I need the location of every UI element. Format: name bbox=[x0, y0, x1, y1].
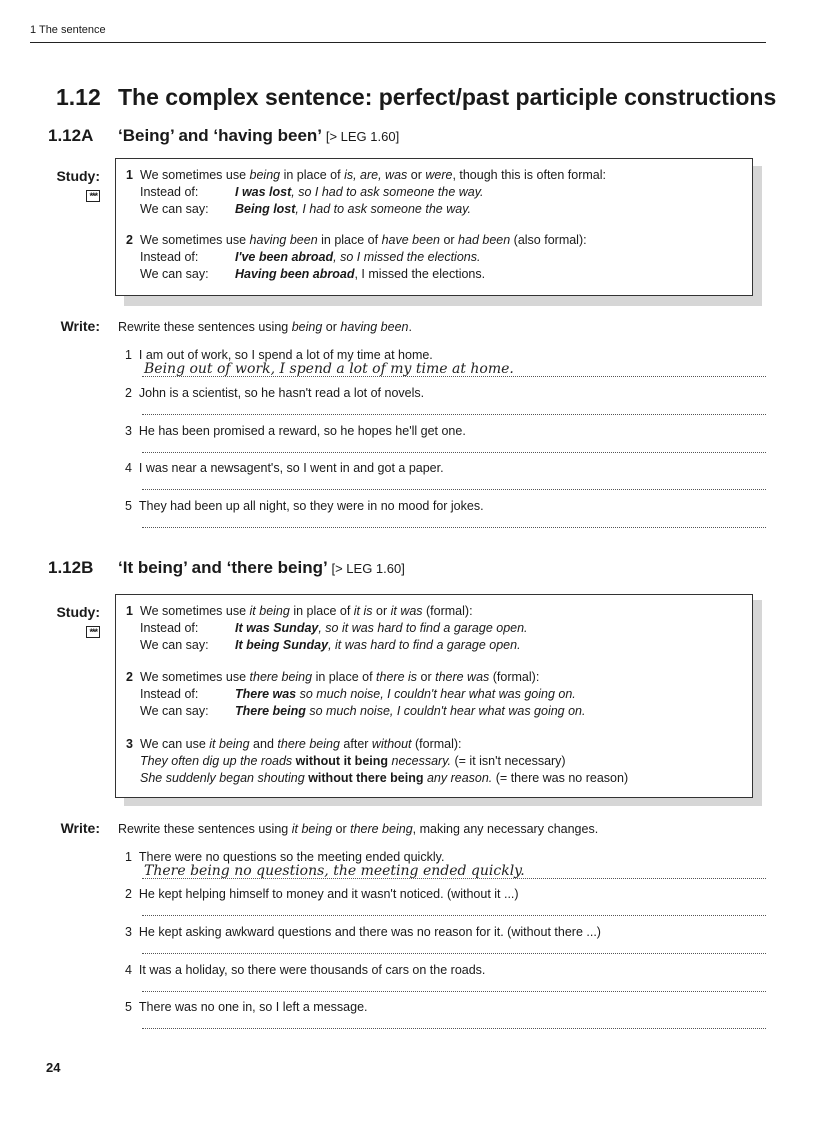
instruction-b bbox=[118, 822, 598, 836]
rule-point-b1 bbox=[126, 603, 744, 654]
text: there being bbox=[277, 737, 340, 751]
text: , though this is often formal: bbox=[452, 168, 606, 182]
text: it being bbox=[249, 604, 290, 618]
rule-point-b3 bbox=[126, 736, 744, 787]
text: or bbox=[417, 670, 436, 684]
example-bold: I was lost bbox=[235, 185, 292, 199]
subsection-b-heading bbox=[48, 558, 405, 578]
example-gloss: (= there was no reason) bbox=[492, 771, 629, 785]
rule-point-a2 bbox=[126, 232, 744, 283]
subsection-a-title: ‘Being’ and ‘having been’ bbox=[118, 126, 322, 145]
text: it being bbox=[209, 737, 250, 751]
item-number: 2 bbox=[125, 887, 132, 901]
handwritten-answer: There being no questions, the meeting ended quickly. bbox=[144, 863, 525, 879]
text: being bbox=[249, 168, 281, 182]
example-bold: It was Sunday bbox=[235, 621, 319, 635]
item-number: 4 bbox=[125, 461, 132, 475]
item-text: It was a holiday, so there were thousands of cars on the roads. bbox=[138, 963, 486, 977]
text: Rewrite these sentences using bbox=[118, 822, 292, 836]
example-text: She suddenly began shouting bbox=[140, 771, 309, 785]
answer-line[interactable] bbox=[142, 438, 766, 453]
example-rest: , so it was hard to find a garage open. bbox=[318, 621, 528, 635]
example-bold: I've been abroad bbox=[235, 250, 334, 264]
text: there is bbox=[376, 670, 418, 684]
item-text: There was no one in, so I left a message. bbox=[138, 1000, 368, 1014]
rule-point-a1 bbox=[126, 167, 744, 218]
rule-point-b2 bbox=[126, 669, 744, 720]
box-a-shadow-bottom bbox=[124, 296, 762, 306]
wecan-label: We can say: bbox=[140, 202, 209, 216]
text: We sometimes use bbox=[140, 670, 250, 684]
page-number: 24 bbox=[46, 1060, 61, 1075]
text: (formal): bbox=[411, 737, 462, 751]
text: or bbox=[372, 604, 391, 618]
exercise-b-item-2 bbox=[125, 887, 765, 901]
item-text: He kept helping himself to money and it wasn't noticed. (without it ...) bbox=[138, 887, 519, 901]
example-bold: without there being bbox=[308, 771, 424, 785]
text: having been bbox=[249, 233, 318, 247]
item-text: They had been up all night, so they were in no mood for jokes. bbox=[138, 499, 484, 513]
item-text: I was near a newsagent's, so I went in and got a paper. bbox=[138, 461, 444, 475]
exercise-a-item-5 bbox=[125, 499, 765, 513]
item-text: He has been promised a reward, so he hopes he'll get one. bbox=[138, 424, 466, 438]
wecan-label: We can say: bbox=[140, 267, 209, 281]
text: (formal): bbox=[422, 604, 473, 618]
exercise-b-item-3 bbox=[125, 925, 765, 939]
study-label-a bbox=[44, 168, 100, 202]
point-number: 3 bbox=[126, 737, 133, 751]
stars-badge-b: *** bbox=[86, 626, 100, 638]
item-text: There were no questions so the meeting ended quickly. bbox=[138, 850, 445, 864]
text: and bbox=[249, 737, 278, 751]
answer-line[interactable] bbox=[142, 400, 766, 415]
handwritten-answer: Being out of work, I spend a lot of my time at home. bbox=[144, 361, 514, 377]
example-rest: , it was hard to find a garage open. bbox=[328, 638, 521, 652]
study-label-b bbox=[44, 604, 100, 638]
text: were bbox=[425, 168, 453, 182]
text: in place of bbox=[289, 604, 354, 618]
text: or bbox=[332, 822, 351, 836]
exercise-b-item-5 bbox=[125, 1000, 765, 1014]
box-a-shadow-right bbox=[752, 166, 762, 306]
exercise-b-item-4 bbox=[125, 963, 765, 977]
example-rest: , so I missed the elections. bbox=[333, 250, 481, 264]
example-bold: There was bbox=[235, 687, 297, 701]
subsection-a-number: 1.12A bbox=[48, 126, 94, 145]
instruction-a bbox=[118, 320, 412, 334]
text: . bbox=[408, 320, 412, 334]
subsection-b-number: 1.12B bbox=[48, 558, 94, 577]
text: Rewrite these sentences using bbox=[118, 320, 292, 334]
example-rest: , so I had to ask someone the way. bbox=[291, 185, 484, 199]
text: We sometimes use bbox=[140, 604, 250, 618]
item-number: 5 bbox=[125, 1000, 132, 1014]
answer-line[interactable] bbox=[142, 513, 766, 528]
example-bold: It being Sunday bbox=[235, 638, 329, 652]
study-box-b bbox=[115, 594, 753, 798]
text: without bbox=[371, 737, 412, 751]
wecan-label: We can say: bbox=[140, 638, 209, 652]
example-bold: Having been abroad bbox=[235, 267, 355, 281]
text: (formal): bbox=[489, 670, 540, 684]
item-number: 3 bbox=[125, 424, 132, 438]
instead-label: Instead of: bbox=[140, 185, 199, 199]
item-number: 3 bbox=[125, 925, 132, 939]
text: there was bbox=[435, 670, 490, 684]
instead-label: Instead of: bbox=[140, 250, 199, 264]
text: , making any necessary changes. bbox=[412, 822, 599, 836]
instead-label: Instead of: bbox=[140, 687, 199, 701]
write-label-b: Write: bbox=[60, 820, 100, 836]
text: We sometimes use bbox=[140, 233, 250, 247]
text: in place of bbox=[312, 670, 377, 684]
example-text: necessary. bbox=[388, 754, 452, 768]
example-rest: so much noise, I couldn't hear what was going on. bbox=[305, 704, 586, 718]
example-text: any reason. bbox=[423, 771, 493, 785]
text: it was bbox=[390, 604, 423, 618]
example-rest: so much noise, I couldn't hear what was going on. bbox=[296, 687, 576, 701]
example-bold: There being bbox=[235, 704, 306, 718]
text: or bbox=[407, 168, 426, 182]
item-number: 4 bbox=[125, 963, 132, 977]
subsection-b-title: ‘It being’ and ‘there being’ bbox=[118, 558, 327, 577]
stars-badge-a: *** bbox=[86, 190, 100, 202]
study-box-a bbox=[115, 158, 753, 296]
example-rest: , I had to ask someone the way. bbox=[295, 202, 471, 216]
item-text: He kept asking awkward questions and there was no reason for it. (without there ...) bbox=[138, 925, 601, 939]
text: is, are, was bbox=[344, 168, 408, 182]
section-title-text: The complex sentence: perfect/past participle constructions bbox=[118, 84, 777, 110]
instead-label: Instead of: bbox=[140, 621, 199, 635]
study-label-b-text: Study: bbox=[56, 604, 100, 620]
answer-line[interactable] bbox=[142, 939, 766, 954]
text: being bbox=[291, 320, 323, 334]
exercise-a-item-1 bbox=[125, 348, 765, 362]
text: having been bbox=[340, 320, 409, 334]
wecan-label: We can say: bbox=[140, 704, 209, 718]
exercise-a-item-2 bbox=[125, 386, 765, 400]
text: in place of bbox=[317, 233, 382, 247]
subsection-b-ref: [> LEG 1.60] bbox=[331, 561, 405, 576]
text: it being bbox=[291, 822, 333, 836]
answer-line[interactable] bbox=[142, 1014, 766, 1029]
item-text: I am out of work, so I spend a lot of my time at home. bbox=[138, 348, 433, 362]
text: it is bbox=[353, 604, 373, 618]
item-text: John is a scientist, so he hasn't read a lot of novels. bbox=[138, 386, 425, 400]
text: We can use bbox=[140, 737, 210, 751]
text: (also formal): bbox=[510, 233, 587, 247]
text: or bbox=[439, 233, 459, 247]
study-label-a-text: Study: bbox=[56, 168, 100, 184]
box-b-shadow-right bbox=[752, 600, 762, 806]
exercise-b-item-1 bbox=[125, 850, 765, 864]
subsection-a-heading bbox=[48, 126, 399, 146]
item-number: 2 bbox=[125, 386, 132, 400]
write-label-a: Write: bbox=[60, 318, 100, 334]
header-rule bbox=[30, 42, 766, 43]
text: there being bbox=[249, 670, 313, 684]
example-bold: without it being bbox=[295, 754, 389, 768]
example-gloss: (= it isn't necessary) bbox=[451, 754, 566, 768]
exercise-a-item-4 bbox=[125, 461, 765, 475]
text: had been bbox=[458, 233, 511, 247]
text: in place of bbox=[280, 168, 345, 182]
example-rest: , I missed the elections. bbox=[354, 267, 486, 281]
example-text: They often dig up the roads bbox=[140, 754, 296, 768]
point-number: 1 bbox=[126, 168, 133, 182]
running-head: 1 The sentence bbox=[30, 24, 106, 36]
answer-line[interactable] bbox=[142, 901, 766, 916]
point-number: 1 bbox=[126, 604, 133, 618]
text: or bbox=[322, 320, 341, 334]
point-number: 2 bbox=[126, 670, 133, 684]
text: there being bbox=[350, 822, 413, 836]
point-number: 2 bbox=[126, 233, 133, 247]
section-number: 1.12 bbox=[56, 84, 101, 110]
section-title bbox=[56, 84, 776, 111]
text: after bbox=[339, 737, 372, 751]
item-number: 1 bbox=[125, 348, 132, 362]
example-bold: Being lost bbox=[235, 202, 296, 216]
text: have been bbox=[381, 233, 440, 247]
text: We sometimes use bbox=[140, 168, 250, 182]
answer-line[interactable] bbox=[142, 977, 766, 992]
subsection-a-ref: [> LEG 1.60] bbox=[325, 129, 400, 144]
item-number: 5 bbox=[125, 499, 132, 513]
exercise-a-item-3 bbox=[125, 424, 765, 438]
item-number: 1 bbox=[125, 850, 132, 864]
answer-line[interactable] bbox=[142, 475, 766, 490]
